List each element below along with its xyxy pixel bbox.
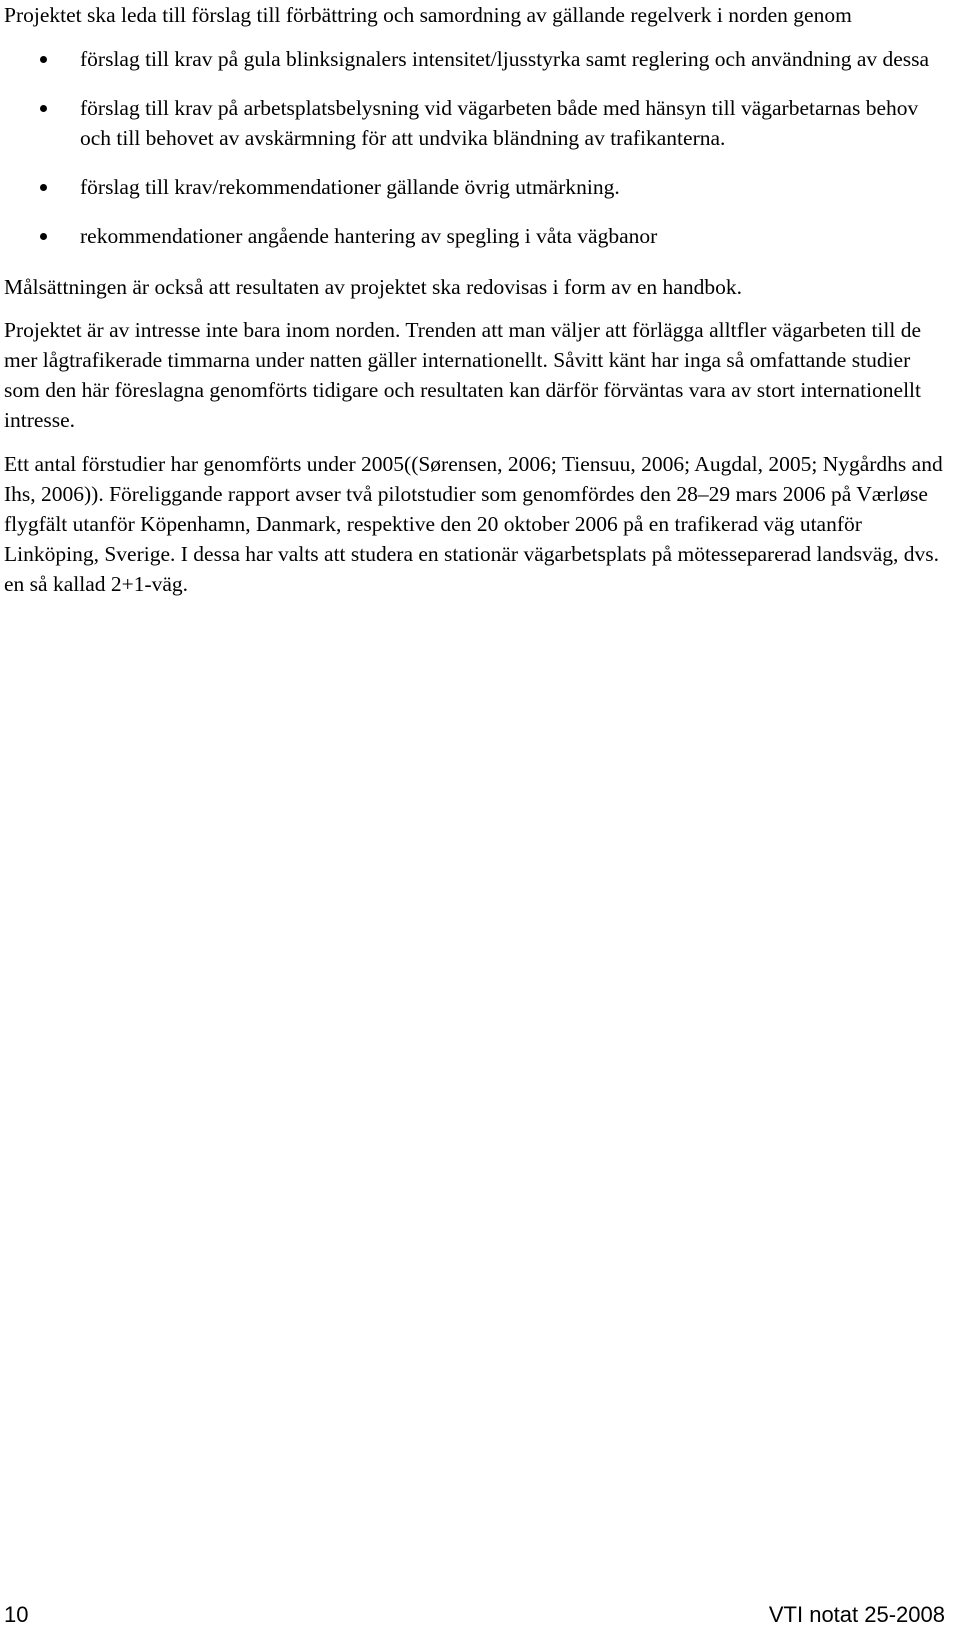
goal-paragraph: Målsättningen är också att resultaten av projektet ska redovisas i form av en handbok. xyxy=(4,275,742,299)
bullet-item xyxy=(4,172,944,202)
intro-paragraph: Projektet ska leda till förslag till förbättring och samordning av gällande regelverk i norden genom xyxy=(4,3,852,27)
bullet-text: förslag till krav på gula blinksignalers intensitet/ljusstyrka samt reglering och användning av dessa xyxy=(80,47,930,71)
studies-paragraph: Ett antal förstudier har genomförts under 2005((Sørensen, 2006; Tiensuu, 2006; Augdal, 2005; Nygårdhs and Ihs, 2006)). Föreliggande rapport avser två pilotstudier som genomfördes den 28–29 mars 2006 på Værløse flygfält utanför Köpenhamn, Danmark, respektive den 20 oktober 2006 på en trafikerad väg utanför Linköping, Sverige. I dessa har valts att studera en stationär vägarbetsplats på mötesseparerad landsväg, dvs. en så kallad 2+1-väg. xyxy=(4,452,943,596)
bullet-text: rekommendationer angående hantering av spegling i våta vägbanor xyxy=(80,224,658,248)
bullet-list xyxy=(4,44,944,251)
bullet-dot-icon xyxy=(40,105,47,112)
report-id: VTI notat 25-2008 xyxy=(768,1602,945,1627)
bullet-item xyxy=(4,221,944,251)
bullet-dot-icon xyxy=(40,56,47,63)
bullet-dot-icon xyxy=(40,233,47,240)
bullet-text: förslag till krav/rekommendationer gällande övrig utmärkning. xyxy=(80,175,620,199)
interest-paragraph: Projektet är av intresse inte bara inom norden. Trenden att man väljer att förlägga alltfler vägarbeten till de mer lågtrafikerade timmarna under natten gäller internationellt. Såvitt känt har inga så omfattande studier som den här föreslagna genomförts tidigare och resultaten kan därför förväntas vara av stort internationellt intresse. xyxy=(4,318,922,432)
bullet-dot-icon xyxy=(40,184,47,191)
page-number: 10 xyxy=(4,1602,29,1627)
bullet-item xyxy=(4,93,944,153)
bullet-item xyxy=(4,44,944,74)
document-body xyxy=(4,0,944,599)
bullet-text: förslag till krav på arbetsplatsbelysning vid vägarbeten både med hänsyn till vägarbetarnas behov och till behovet av avskärmning för att undvika bländning av trafikanterna. xyxy=(80,96,919,150)
